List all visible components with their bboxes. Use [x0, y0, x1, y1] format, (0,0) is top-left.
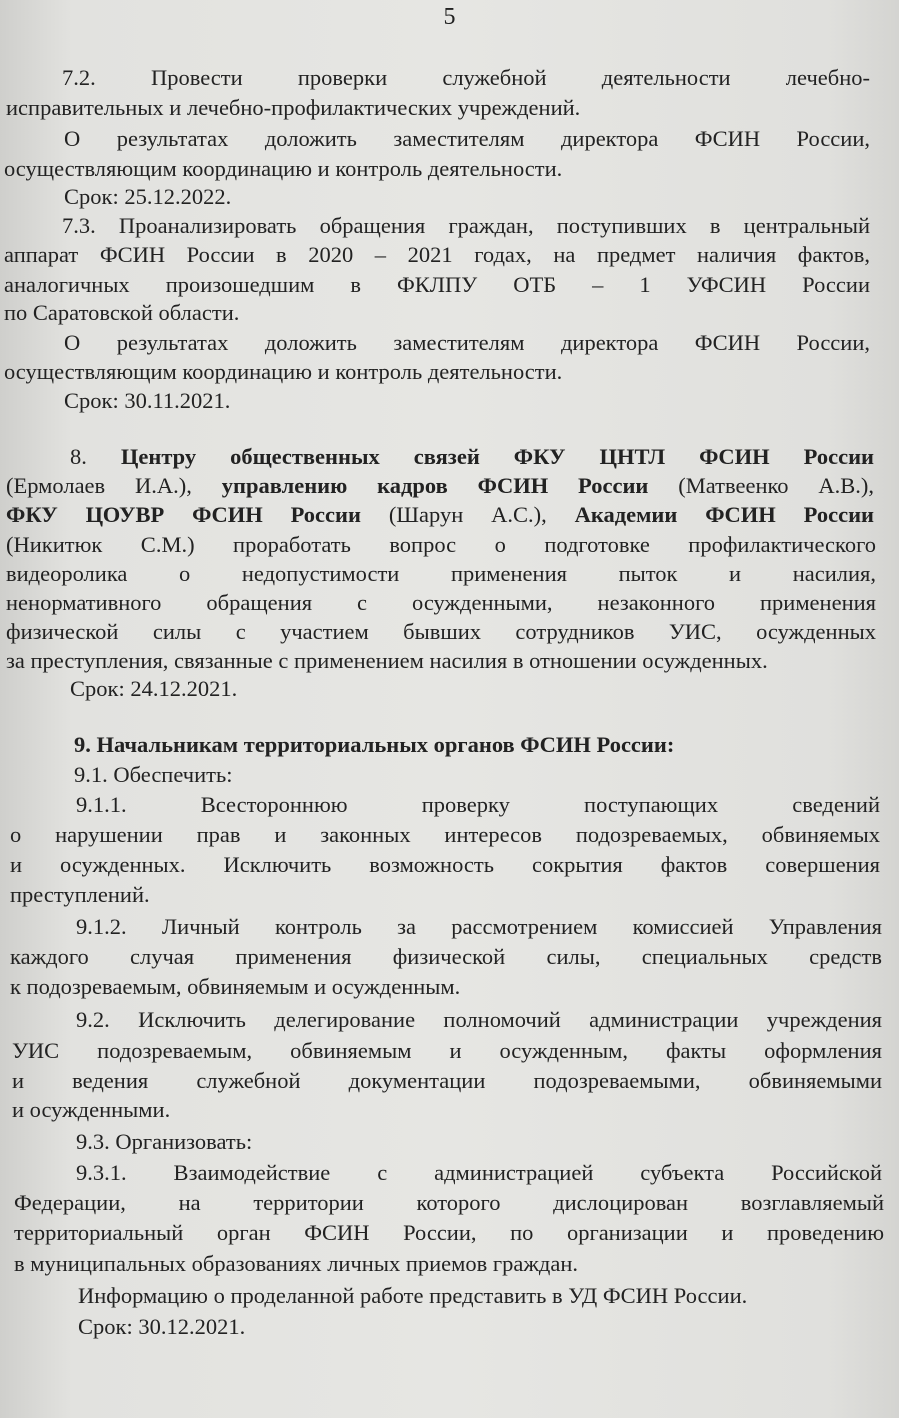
page-number: 5	[443, 4, 456, 30]
s8-deadline: Срок: 24.12.2021.	[70, 676, 238, 701]
s8-number: 8.	[70, 444, 87, 469]
s9-3: 9.3. Организовать:	[76, 1129, 253, 1154]
s8-bold-1: Центру общественных связей ФКУ ЦНТЛ ФСИН России	[120, 444, 875, 469]
s7-2-deadline: Срок: 25.12.2022.	[64, 184, 232, 209]
s8-line-2	[6, 471, 874, 501]
s7-3-line-6: осуществляющим координацию и контроль деятельности.	[4, 359, 563, 384]
s8-line-8: за преступления, связанные с применением насилия в отношении осужденных.	[6, 648, 768, 673]
s8-line-3	[6, 500, 874, 530]
s8-line-1	[70, 442, 874, 472]
s9-1-1-line-2: о нарушении прав и законных интересов подозреваемых, обвиняемых	[10, 822, 880, 847]
s8-line-5: видеоролика о недопустимости применения пыток и насилия,	[6, 561, 876, 586]
s7-2-line-4: осуществляющим координацию и контроль деятельности.	[4, 156, 563, 181]
s8-text-3a: (Шарун А.С.),	[388, 502, 547, 527]
s9-1-2-line-3: к подозреваемым, обвиняемым и осужденным.	[10, 974, 461, 999]
s9-heading-line	[74, 730, 674, 760]
s9-3-1-line-4: в муниципальных образованиях личных приемов граждан.	[14, 1251, 578, 1276]
s9-1-2-line-1: 9.1.2. Личный контроль за рассмотрением комиссией Управления	[76, 914, 882, 939]
s8-line-7: физической силы с участием бывших сотрудников УИС, осужденных	[6, 619, 876, 644]
s7-2-line-1: 7.2. Провести проверки служебной деятельности лечебно-	[62, 65, 870, 90]
s8-text-2a: (Ермолаев И.А.),	[6, 473, 192, 498]
s7-2-line-3: О результатах доложить заместителям директора ФСИН России,	[64, 126, 870, 151]
s8-bold-4: Академии ФСИН России	[574, 502, 875, 527]
s9-1-2-line-2: каждого случая применения физической силы, специальных средств	[10, 944, 882, 969]
s7-2-line-2: исправительных и лечебно-профилактических учреждений.	[6, 95, 581, 120]
s7-3-line-5: О результатах доложить заместителям директора ФСИН России,	[64, 330, 870, 355]
s8-bold-3: ФКУ ЦОУВР ФСИН России	[6, 502, 361, 527]
s9-number: 9.	[74, 732, 91, 757]
s9-deadline: Срок: 30.12.2021.	[78, 1314, 246, 1339]
s7-3-line-2: аппарат ФСИН России в 2020 – 2021 годах, на предмет наличия фактов,	[4, 242, 870, 267]
s9-2-line-1: 9.2. Исключить делегирование полномочий администрации учреждения	[76, 1007, 882, 1032]
s9-3-1-line-3: территориальный орган ФСИН России, по организации и проведению	[14, 1220, 884, 1245]
s8-line-6: ненормативного обращения с осужденными, незаконного применения	[6, 590, 876, 615]
s9-2-line-2: УИС подозреваемым, обвиняемым и осужденным, факты оформления	[12, 1038, 882, 1063]
s9-1-1-line-3: и осужденных. Исключить возможность сокрытия фактов совершения	[10, 852, 880, 877]
s9-heading: Начальникам территориальных органов ФСИН России:	[96, 732, 675, 757]
s7-3-line-3: аналогичных произошедшим в ФКЛПУ ОТБ – 1 УФСИН России	[4, 272, 870, 297]
s7-3-line-4: по Саратовской области.	[4, 300, 240, 325]
s9-1: 9.1. Обеспечить:	[74, 762, 233, 787]
s8-line-4: (Никитюк С.М.) проработать вопрос о подготовке профилактического	[6, 532, 876, 557]
s9-1-1-line-1: 9.1.1. Всестороннюю проверку поступающих сведений	[76, 792, 880, 817]
s8-text-2b: (Матвеенко А.В.),	[678, 473, 875, 498]
s9-2-line-3: и ведения служебной документации подозреваемыми, обвиняемыми	[12, 1068, 882, 1093]
s7-3-line-1: 7.3. Проанализировать обращения граждан, поступивших в центральный	[62, 213, 870, 238]
s9-2-line-4: и осужденными.	[12, 1097, 171, 1122]
s9-3-1-line-2: Федерации, на территории которого дислоцирован возглавляемый	[14, 1190, 884, 1215]
s9-1-1-line-4: преступлений.	[10, 882, 150, 907]
s7-3-deadline: Срок: 30.11.2021.	[64, 388, 231, 413]
s8-bold-2: управлению кадров ФСИН России	[221, 473, 649, 498]
s9-3-1-line-1: 9.3.1. Взаимодействие с администрацией субъекта Российской	[76, 1160, 882, 1185]
s9-info: Информацию о проделанной работе представить в УД ФСИН России.	[78, 1283, 748, 1308]
